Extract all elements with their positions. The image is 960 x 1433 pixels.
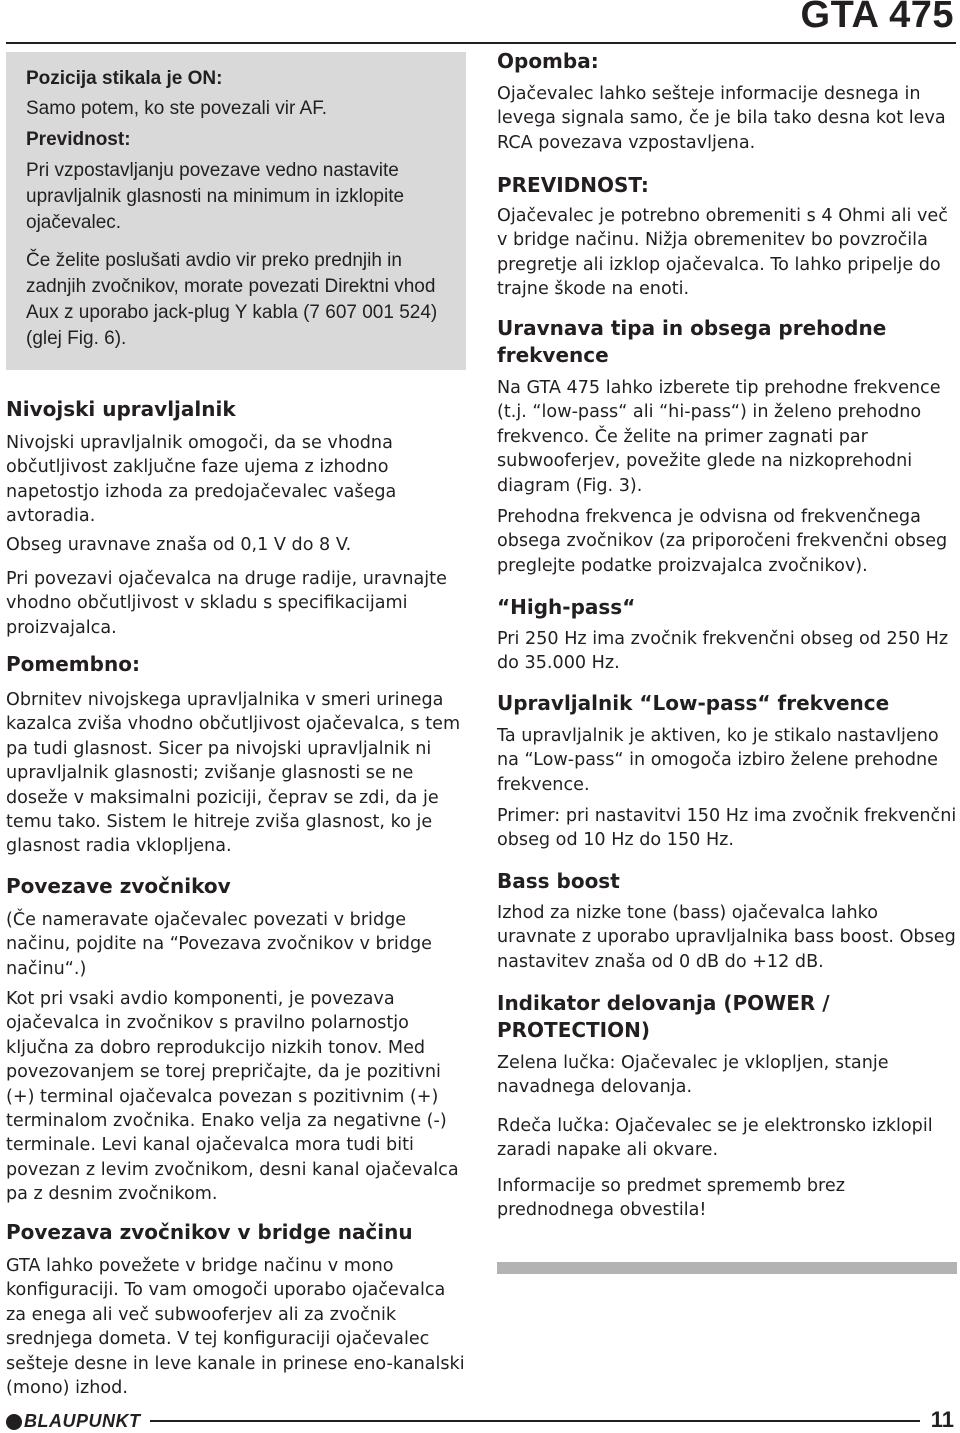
caution-heading: PREVIDNOST: [497,173,649,197]
note-heading: Opomba: [497,49,599,73]
high-pass-text: Pri 250 Hz ima zvočnik frekvenčni obseg od 250 Hz do 35.000 Hz. [497,629,949,674]
note-text: Ojačevalec lahko sešteje informacije desnega in levega signala samo, če je bila tako desna kot leva RCA povezava vzpostavljena. [497,84,946,153]
section-end-bar [497,1262,957,1274]
low-pass-p2: Primer: pri nastavitvi 150 Hz ima zvočnik frekvenčni obseg od 10 Hz do 150 Hz. [497,806,957,851]
caution-label: Previdnost: [26,129,131,150]
level-control-heading: Nivojski upravljalnik [6,397,236,421]
page-number: 11 [930,1407,954,1432]
crossover-p1: Na GTA 475 lahko izberete tip prehodne frekvence (t.j. “low-pass“ ali “hi-pass“) in želeno prehodno frekvenco. Če želite na primer zagnati par subwooferjev, povežite glede na nizkoprehodni diagram (Fig. 3). [497,378,941,496]
front-rear-text: Če želite poslušati avdio vir preko prednjih in zadnjih zvočnikov, morate povezati Direktni vhod Aux z uporabo jack-plug Y kabla (7 607 001 524) (glej Fig. 6). [26,250,438,349]
bass-boost-heading: Bass boost [497,869,620,893]
indicator-heading: Indikator delovanja (POWER / PROTECTION) [497,991,830,1042]
crossover-p2: Prehodna frekvenca je odvisna od frekvenčnega obsega zvočnikov (za priporočeni frekvenčni obseg preglejte podatke proizvajalca zvočnikov). [497,507,948,576]
important-heading: Pomembno: [6,652,140,676]
high-pass-heading: “High-pass“ [497,595,636,619]
caution-text: Ojačevalec je potrebno obremeniti s 4 Ohmi ali več v bridge načinu. Nižja obremenitev bo povzročila pregretje ali izklop ojačevalca. To lahko pripelje do trajne škode na enoti. [497,206,948,300]
logo-text: BLAUPUNKT [24,1411,141,1431]
switch-text: Samo potem, ko ste povezali vir AF. [26,98,327,119]
header-divider [6,42,956,44]
caution-text: Pri vzpostavljanju povezave vedno nastavite upravljalnik glasnosti na minimum in izklopite ojačevalec. [26,160,405,233]
crossover-heading: Uravnava tipa in obsega prehodne frekvence [497,316,887,367]
bridge-heading: Povezava zvočnikov v bridge načinu [6,1220,413,1244]
document-title: GTA 475 [800,0,954,36]
switch-label: Pozicija stikala je ON: [26,68,223,89]
logo-dot-icon [6,1414,22,1430]
level-control-p1: Nivojski upravljalnik omogoči, da se vhodna občutljivost zaključne faze ujema z izhodno napetostjo izhoda za predojačevalec vašega avtoradia. [6,433,397,527]
indicator-p1: Zelena lučka: Ojačevalec je vklopljen, stanje navadnega delovanja. [497,1053,889,1098]
low-pass-p1: Ta upravljalnik je aktiven, ko je stikalo nastavljeno na “Low-pass“ in omogoča izbiro želene prehodne frekvence. [497,726,939,795]
important-text: Obrnitev nivojskega upravljalnika v smeri urinega kazalca zviša vhodno občutljivost ojačevalca, s tem pa tudi glasnost. Sicer pa nivojski upravljalnik ni upravljalnik glasnosti; zvišanje glasnosti se ne doseže v maksimalni poziciji, čeprav se zdi, da je temu tako. Sistem le hitreje zviša glasnost, ko je glasnost radia vklopljena. [6,690,461,857]
footer-divider [150,1420,920,1422]
low-pass-heading: Upravljalnik “Low-pass“ frekvence [497,691,890,715]
info-box [6,52,466,370]
speaker-connections-heading: Povezave zvočnikov [6,874,231,898]
level-control-p2: Obseg uravnave znaša od 0,1 V do 8 V. [6,535,352,555]
speaker-connections-p2: Kot pri vsaki avdio komponenti, je povezava ojačevalca in zvočnikov s pravilno polarnostjo ključna za dobro reprodukcijo nizkih tonov. Med povezovanjem se torej prepričajte, da je pozitivni (+) terminal ojačevalca povezan s pozitivnim (+) terminalom zvočnika. Enako velja za negativne (-) terminale. Levi kanal ojačevalca mora tudi biti povezan z levim zvočnikom, desni kanal ojačevalca pa z desnim zvočnikom. [6,989,459,1205]
level-control-p3: Pri povezavi ojačevalca na druge radije, uravnajte vhodno občutljivost v skladu s specifikacijami proizvajalca. [6,569,447,638]
indicator-p2: Rdeča lučka: Ojačevalec se je elektronsko izklopil zaradi napake ali okvare. [497,1116,933,1161]
speaker-connections-p1: (Če nameravate ojačevalec povezati v bridge načinu, pojdite na “Povezava zvočnikov v bridge načinu“.) [6,910,432,979]
brand-logo [6,1411,141,1432]
bass-boost-text: Izhod za nizke tone (bass) ojačevalca lahko uravnate z uporabo upravljalnika bass boost. Obseg nastavitev znaša od 0 dB do +12 dB. [497,903,956,972]
indicator-p3: Informacije so predmet sprememb brez prednodnega obvestila! [497,1176,845,1221]
bridge-text: GTA lahko povežete v bridge načinu v mono konfiguraciji. To vam omogoči uporabo ojačevalca za enega ali več subwooferjev ali za zvočnik srednjega dometa. V tej konfiguraciji ojačevalec sešteje desne in leve kanale in prinese eno-kanalski (mono) izhod. [6,1256,465,1399]
